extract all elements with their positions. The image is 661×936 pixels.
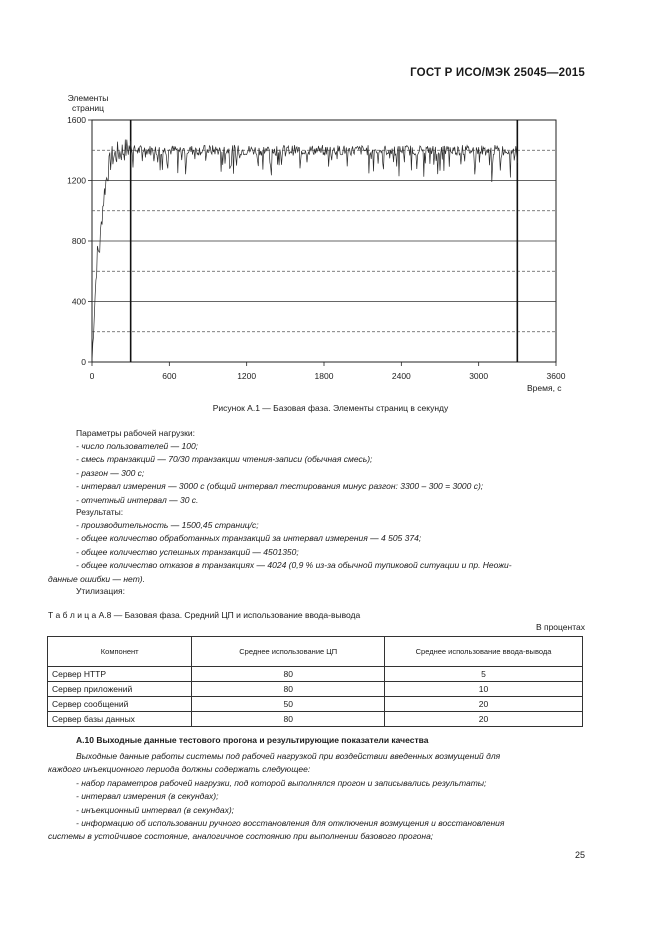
results-item: данные ошибки — нет). xyxy=(48,573,145,584)
section-line: - инъекционный интервал (в секундах); xyxy=(76,804,235,815)
table-title: Т а б л и ц а А.8 — Базовая фаза. Средний ЦП и использование ввода-вывода xyxy=(48,610,361,620)
x-tick-label: 3600 xyxy=(546,371,566,381)
params-list xyxy=(76,440,596,507)
table-cell: 50 xyxy=(192,697,385,712)
table-row xyxy=(48,697,583,712)
params-item: - разгон — 300 с; xyxy=(76,467,145,478)
section-body xyxy=(48,750,586,844)
x-tick-label: 0 xyxy=(89,371,95,381)
params-item: - смесь транзакций — 70/30 транзакции чтения-записи (обычная смесь); xyxy=(76,454,373,465)
document-header: ГОСТ Р ИСО/МЭК 25045—2015 xyxy=(410,67,585,79)
table-cell: Сервер сообщений xyxy=(48,697,192,712)
table-cell: 10 xyxy=(385,682,583,697)
results-item: - общее количество отказов в транзакциях — 4024 (0,9 % из-за обычной тупиковой ситуации и пр. Неожи- xyxy=(76,560,512,571)
results-item: - общее количество обработанных транзакций за интервал измерения — 4 505 374; xyxy=(76,533,422,544)
x-tick-label: 600 xyxy=(162,371,177,381)
figure-caption: Рисунок А.1 — Базовая фаза. Элементы страниц в секунду xyxy=(212,403,449,413)
table-cell: Сервер приложений xyxy=(48,682,192,697)
table-cell: 20 xyxy=(385,712,583,727)
table-header: Среднее использование ввода-вывода xyxy=(385,637,583,667)
table-cell: 80 xyxy=(192,712,385,727)
table-cell: 80 xyxy=(192,667,385,682)
y-tick-label: 800 xyxy=(71,236,86,246)
table-row xyxy=(48,667,583,682)
results-list xyxy=(48,519,596,586)
table-header: Компонент xyxy=(48,637,192,667)
section-line: каждого инъекционного периода должны содержать следующее: xyxy=(48,764,311,775)
params-heading: Параметры рабочей нагрузки: xyxy=(76,428,195,438)
y-tick-label: 0 xyxy=(81,357,86,367)
section-line: - информацию об использовании ручного восстановления для отключения возмущения и восстановления xyxy=(76,818,505,829)
table-cell: 80 xyxy=(192,682,385,697)
chart-ylabel: Элементы страниц xyxy=(67,93,109,113)
series-line xyxy=(92,140,517,363)
table-cell: 5 xyxy=(385,667,583,682)
table-units: В процентах xyxy=(535,622,585,632)
chart-xlabel: Время, с xyxy=(527,383,562,393)
x-tick-label: 1800 xyxy=(314,371,334,381)
utilization-table xyxy=(47,636,583,727)
y-tick-label: 400 xyxy=(71,296,86,307)
y-tick-label: 1200 xyxy=(67,175,86,186)
table-cell: 20 xyxy=(385,697,583,712)
table-cell: Сервер HTTP xyxy=(48,667,192,682)
section-line: системы в устойчивое состояние, аналогичное состоянию при выполнении базового прогона; xyxy=(48,831,434,842)
chart xyxy=(0,0,661,400)
x-tick-label: 3000 xyxy=(469,371,489,381)
y-tick-label: 1600 xyxy=(67,115,86,125)
page-number: 25 xyxy=(574,850,585,860)
section-title: А.10 Выходные данные тестового прогона и результирующие показатели качества xyxy=(76,735,429,745)
table-header-row xyxy=(48,637,583,667)
params-item: - интервал измерения — 3000 с (общий интервал тестирования минус разгон: 3300 – 300 = 3000 с); xyxy=(76,481,484,492)
results-item: - общее количество успешных транзакций — 4501350; xyxy=(76,546,299,557)
section-line: - набор параметров рабочей нагрузки, под которой выполнялся прогон и записывались результаты; xyxy=(76,777,487,788)
table-row xyxy=(48,682,583,697)
table-row xyxy=(48,712,583,727)
x-tick-label: 1200 xyxy=(237,371,257,381)
table-header: Среднее использование ЦП xyxy=(192,637,385,667)
params-item: - число пользователей — 100; xyxy=(76,441,199,451)
x-tick-label: 2400 xyxy=(391,371,411,381)
table-cell: Сервер базы данных xyxy=(48,712,192,727)
results-heading: Результаты: xyxy=(76,507,124,517)
results-item: - производительность — 1500,45 страниц/с; xyxy=(76,520,259,530)
params-item: - отчетный интервал — 30 с. xyxy=(76,494,199,505)
utilization-label: Утилизация: xyxy=(76,586,125,596)
section-line: Выходные данные работы системы под рабочей нагрузкой при воздействии введенных возмущений для xyxy=(76,751,501,761)
section-line: - интервал измерения (в секундах); xyxy=(76,791,219,802)
